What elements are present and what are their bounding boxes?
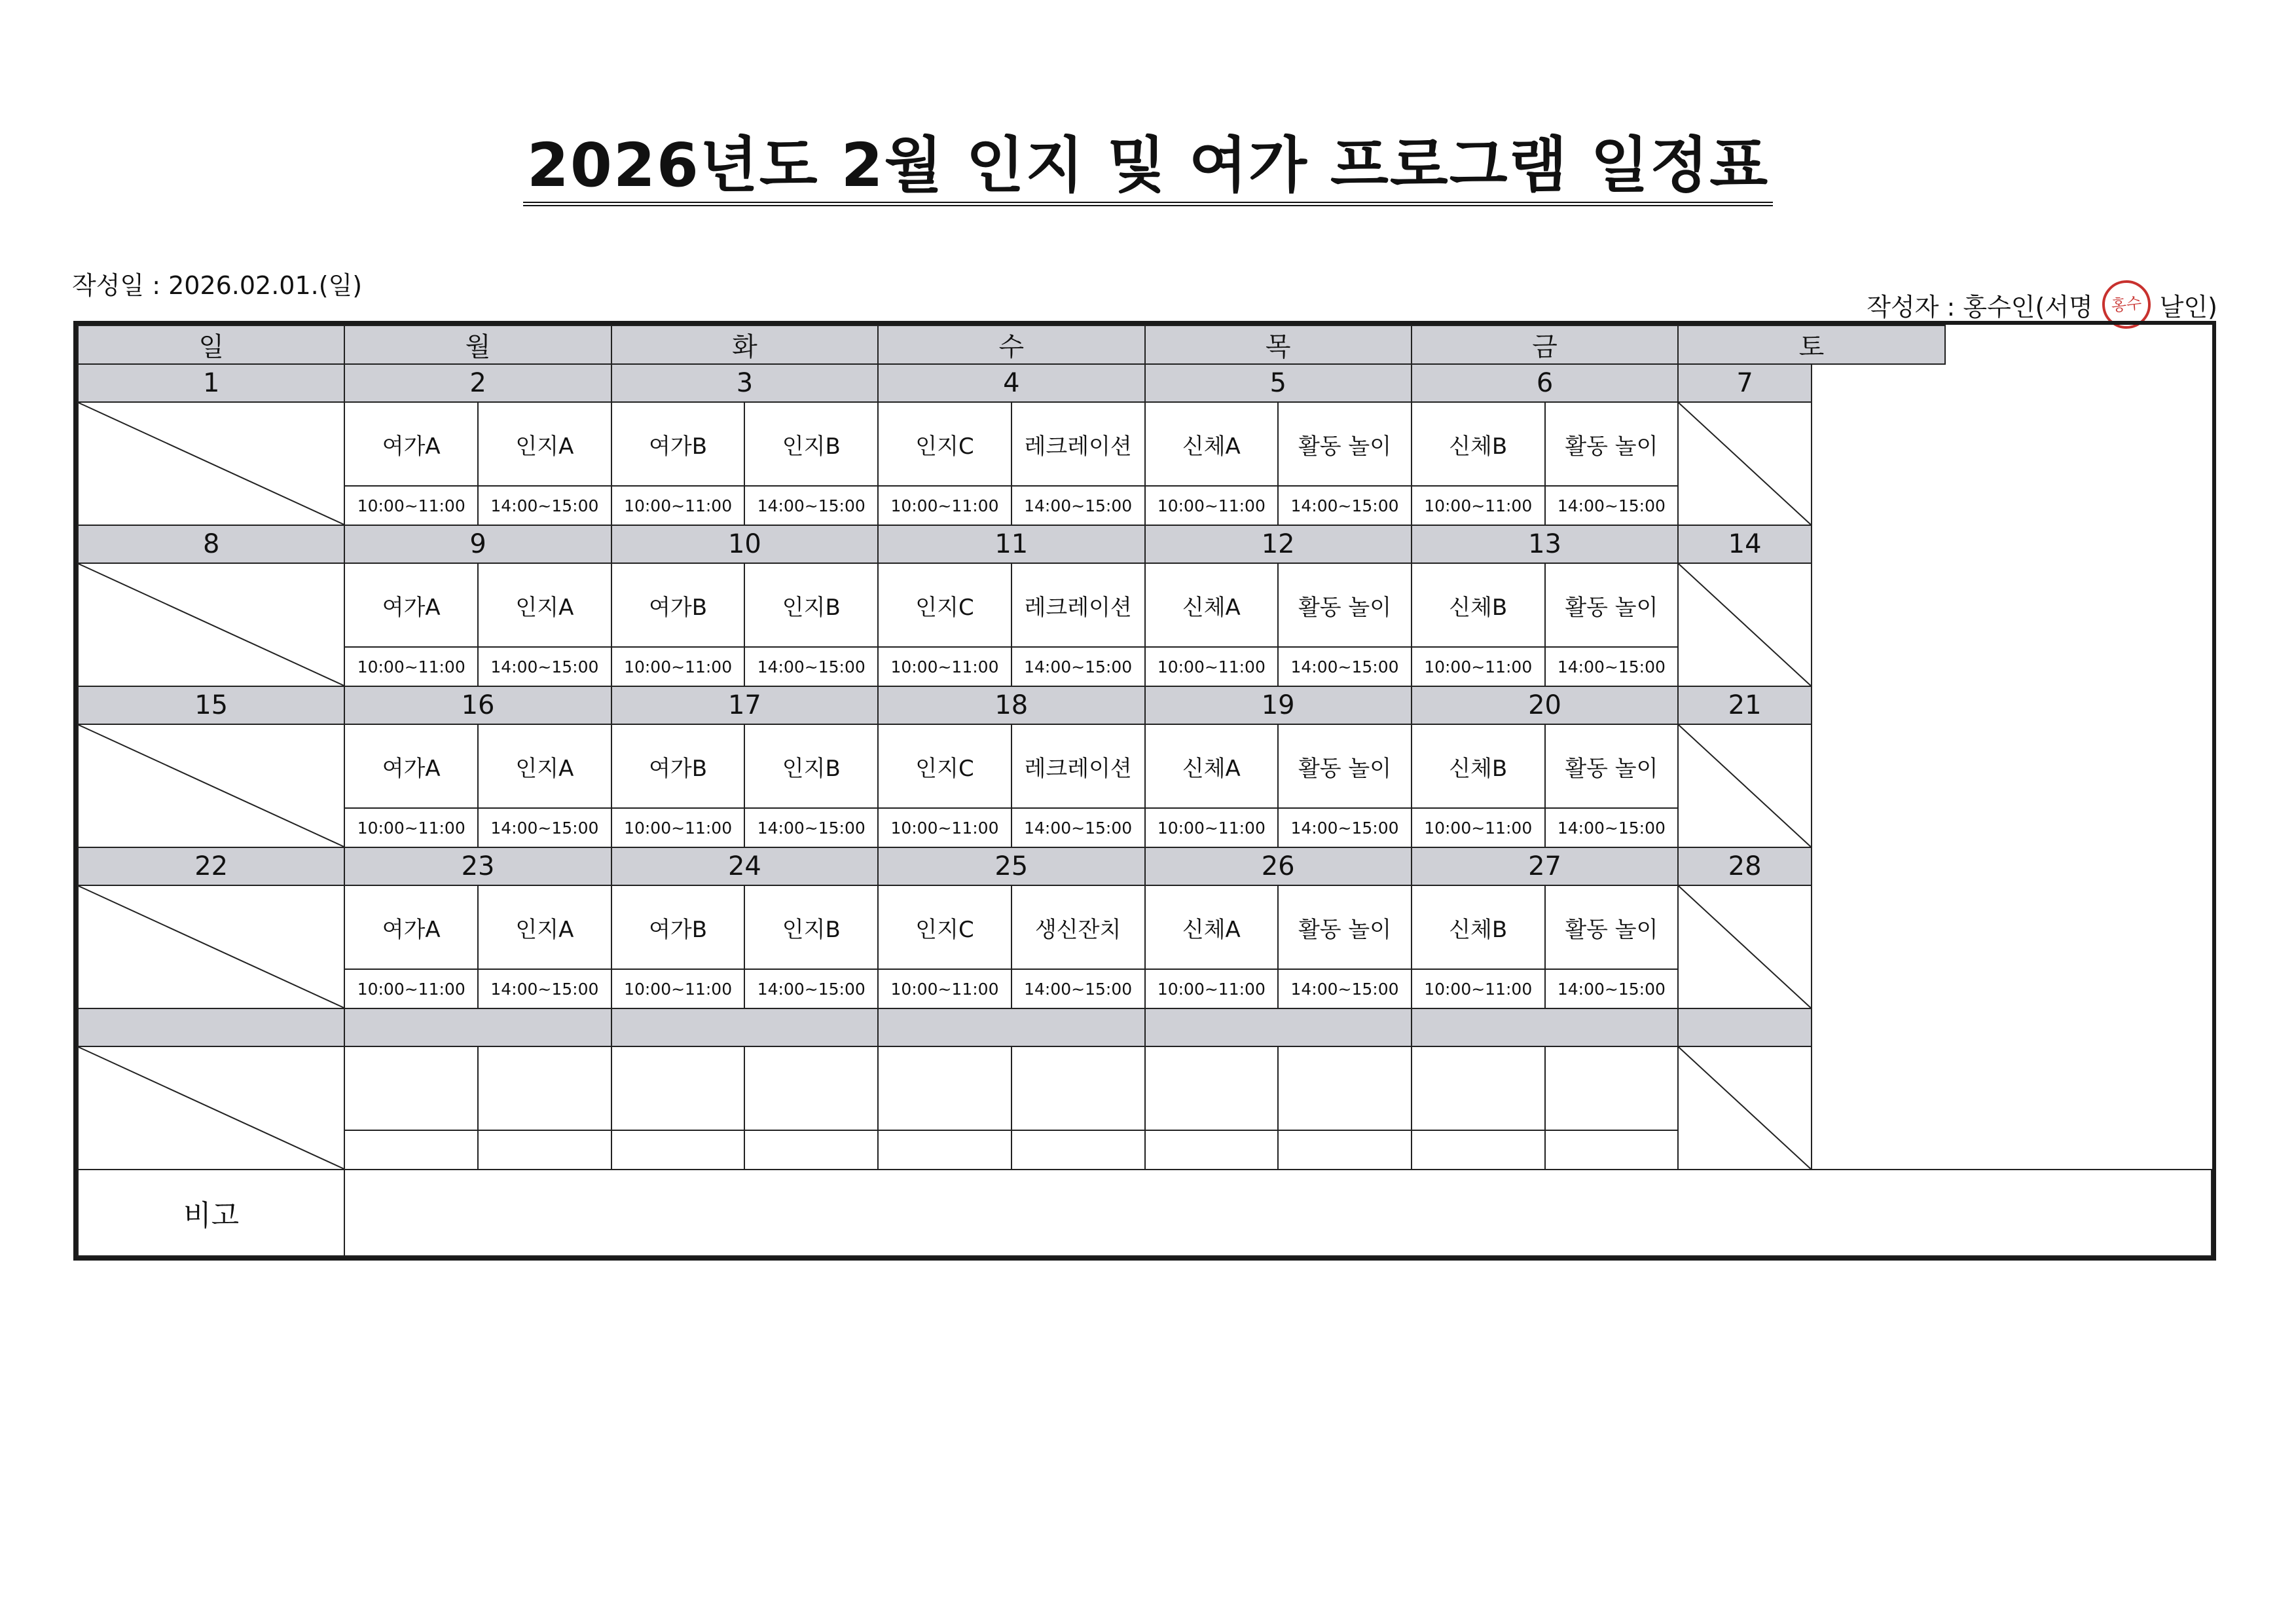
program-time: 14:00~15:00 <box>1011 808 1145 847</box>
program-time: 14:00~15:00 <box>744 808 878 847</box>
program-time <box>611 1130 745 1170</box>
date-cell: 28 <box>1678 847 1812 885</box>
date-cell: 5 <box>1145 364 1412 402</box>
program-time: 14:00~15:00 <box>478 969 611 1008</box>
date-cell: 4 <box>878 364 1144 402</box>
author-suffix: 날인) <box>2159 292 2217 322</box>
date-cell: 11 <box>878 525 1144 563</box>
date-cell: 13 <box>1412 525 1678 563</box>
program-name: 레크레이션 <box>1011 563 1145 647</box>
program-time: 10:00~11:00 <box>344 647 478 686</box>
program-time: 10:00~11:00 <box>344 969 478 1008</box>
saturday-empty-cell <box>1678 885 1812 1008</box>
author-prefix: 작성자 : 홍수인(서명 <box>1867 292 2093 322</box>
program-name: 인지A <box>478 563 611 647</box>
diagonal-slash-icon <box>79 564 344 686</box>
program-name: 신체B <box>1412 724 1545 808</box>
diagonal-slash-icon <box>1679 886 1811 1008</box>
program-time: 14:00~15:00 <box>1278 808 1412 847</box>
program-name: 인지C <box>878 402 1011 486</box>
date-cell: 15 <box>78 686 344 724</box>
program-time: 10:00~11:00 <box>1412 808 1545 847</box>
date-cell <box>1145 1008 1412 1046</box>
program-name: 인지A <box>478 402 611 486</box>
saturday-empty-cell <box>1678 563 1812 686</box>
program-name <box>478 1046 611 1130</box>
program-time: 14:00~15:00 <box>1011 969 1145 1008</box>
program-name: 여가B <box>611 724 745 808</box>
date-row <box>78 686 2212 724</box>
program-time: 10:00~11:00 <box>611 647 745 686</box>
date-cell: 10 <box>611 525 878 563</box>
program-name-row <box>78 563 2212 647</box>
weekday-mon: 월 <box>344 325 611 364</box>
diagonal-slash-icon <box>79 403 344 525</box>
date-cell: 16 <box>344 686 611 724</box>
program-time-row <box>78 1130 2212 1170</box>
program-time: 10:00~11:00 <box>1145 486 1279 525</box>
program-time: 10:00~11:00 <box>1145 808 1279 847</box>
program-name: 인지B <box>744 724 878 808</box>
program-name: 활동 놀이 <box>1545 563 1679 647</box>
program-name <box>1278 1046 1412 1130</box>
program-time: 10:00~11:00 <box>611 969 745 1008</box>
program-name: 여가A <box>344 724 478 808</box>
program-name: 인지A <box>478 724 611 808</box>
program-name-row <box>78 1046 2212 1130</box>
program-time: 14:00~15:00 <box>478 486 611 525</box>
program-time <box>1145 1130 1279 1170</box>
program-name: 활동 놀이 <box>1545 402 1679 486</box>
program-name <box>611 1046 745 1130</box>
program-time-row <box>78 647 2212 686</box>
program-time: 14:00~15:00 <box>478 647 611 686</box>
date-cell: 23 <box>344 847 611 885</box>
date-cell: 9 <box>344 525 611 563</box>
sunday-empty-cell <box>78 724 344 847</box>
date-row <box>78 525 2212 563</box>
program-name: 인지C <box>878 563 1011 647</box>
program-time: 14:00~15:00 <box>1545 486 1679 525</box>
weekday-header-row <box>78 325 2212 364</box>
sunday-empty-cell <box>78 1046 344 1170</box>
date-cell: 26 <box>1145 847 1412 885</box>
program-name: 여가B <box>611 563 745 647</box>
program-time-row <box>78 486 2212 525</box>
weekday-sat: 토 <box>1678 325 1944 364</box>
program-name: 신체A <box>1145 563 1279 647</box>
weekday-tue: 화 <box>611 325 878 364</box>
date-cell: 24 <box>611 847 878 885</box>
program-name <box>878 1046 1011 1130</box>
date-cell: 3 <box>611 364 878 402</box>
schedule-sheet <box>73 321 2216 1261</box>
date-cell <box>1412 1008 1678 1046</box>
program-time <box>744 1130 878 1170</box>
program-time: 10:00~11:00 <box>611 808 745 847</box>
date-cell <box>878 1008 1144 1046</box>
program-time: 14:00~15:00 <box>1545 647 1679 686</box>
program-name-row <box>78 724 2212 808</box>
program-name: 여가A <box>344 402 478 486</box>
program-time: 10:00~11:00 <box>344 486 478 525</box>
weekday-thu: 목 <box>1145 325 1412 364</box>
program-time: 14:00~15:00 <box>1011 647 1145 686</box>
program-time <box>1011 1130 1145 1170</box>
program-name: 신체A <box>1145 724 1279 808</box>
program-time: 10:00~11:00 <box>1412 647 1545 686</box>
program-name <box>1145 1046 1279 1130</box>
date-cell <box>78 1008 344 1046</box>
program-time: 14:00~15:00 <box>744 647 878 686</box>
saturday-empty-cell <box>1678 724 1812 847</box>
date-cell <box>611 1008 878 1046</box>
program-time: 10:00~11:00 <box>878 647 1011 686</box>
created-date: 작성일 : 2026.02.01.(일) <box>72 271 363 300</box>
notes-label: 비고 <box>78 1170 344 1256</box>
sunday-empty-cell <box>78 402 344 525</box>
program-time: 10:00~11:00 <box>611 486 745 525</box>
date-row <box>78 847 2212 885</box>
program-name: 인지C <box>878 885 1011 969</box>
date-cell: 21 <box>1678 686 1812 724</box>
program-name: 인지C <box>878 724 1011 808</box>
seal-stamp-icon: 홍수 <box>2100 278 2153 331</box>
program-time <box>344 1130 478 1170</box>
sunday-empty-cell <box>78 885 344 1008</box>
date-cell: 19 <box>1145 686 1412 724</box>
program-name: 인지B <box>744 402 878 486</box>
program-name: 여가A <box>344 563 478 647</box>
page-title: 2026년도 2월 인지 및 여가 프로그램 일정표 <box>523 134 1773 206</box>
program-time-row <box>78 808 2212 847</box>
program-time <box>1412 1130 1545 1170</box>
program-name: 인지B <box>744 885 878 969</box>
program-time: 14:00~15:00 <box>1278 969 1412 1008</box>
program-name <box>744 1046 878 1130</box>
diagonal-slash-icon <box>1679 564 1811 686</box>
date-cell <box>1678 1008 1812 1046</box>
program-time: 10:00~11:00 <box>1145 969 1279 1008</box>
program-name: 여가B <box>611 885 745 969</box>
program-time <box>1545 1130 1679 1170</box>
weekday-sun: 일 <box>78 325 344 364</box>
date-cell: 7 <box>1678 364 1812 402</box>
program-time: 10:00~11:00 <box>1412 486 1545 525</box>
program-name <box>1545 1046 1679 1130</box>
date-cell: 12 <box>1145 525 1412 563</box>
schedule-table <box>77 325 2212 1257</box>
program-time: 10:00~11:00 <box>1145 647 1279 686</box>
date-cell: 8 <box>78 525 344 563</box>
program-time: 14:00~15:00 <box>744 969 878 1008</box>
weekday-fri: 금 <box>1412 325 1678 364</box>
program-name: 활동 놀이 <box>1545 885 1679 969</box>
program-time: 14:00~15:00 <box>1278 647 1412 686</box>
program-name: 활동 놀이 <box>1278 724 1412 808</box>
date-cell: 1 <box>78 364 344 402</box>
saturday-empty-cell <box>1678 402 1812 525</box>
date-cell <box>344 1008 611 1046</box>
program-time: 14:00~15:00 <box>478 808 611 847</box>
date-cell: 25 <box>878 847 1144 885</box>
program-name: 인지B <box>744 563 878 647</box>
program-name: 인지A <box>478 885 611 969</box>
program-time: 14:00~15:00 <box>1278 486 1412 525</box>
date-cell: 17 <box>611 686 878 724</box>
program-name-row <box>78 885 2212 969</box>
weekday-wed: 수 <box>878 325 1144 364</box>
date-cell: 2 <box>344 364 611 402</box>
diagonal-slash-icon <box>1679 403 1811 525</box>
date-row <box>78 364 2212 402</box>
notes-value <box>344 1170 2212 1256</box>
program-time <box>1278 1130 1412 1170</box>
program-time <box>878 1130 1011 1170</box>
program-name: 신체B <box>1412 563 1545 647</box>
program-time-row <box>78 969 2212 1008</box>
date-cell: 6 <box>1412 364 1678 402</box>
notes-row <box>78 1170 2212 1256</box>
date-cell: 27 <box>1412 847 1678 885</box>
date-row <box>78 1008 2212 1046</box>
program-time <box>478 1130 611 1170</box>
program-name: 레크레이션 <box>1011 402 1145 486</box>
program-name: 활동 놀이 <box>1278 402 1412 486</box>
program-name: 신체B <box>1412 885 1545 969</box>
program-time: 10:00~11:00 <box>878 808 1011 847</box>
program-name: 여가A <box>344 885 478 969</box>
program-name: 레크레이션 <box>1011 724 1145 808</box>
program-name <box>1011 1046 1145 1130</box>
program-time: 10:00~11:00 <box>878 486 1011 525</box>
program-time: 14:00~15:00 <box>1545 969 1679 1008</box>
saturday-empty-cell <box>1678 1046 1812 1170</box>
diagonal-slash-icon <box>79 725 344 847</box>
program-name: 신체A <box>1145 885 1279 969</box>
diagonal-slash-icon <box>79 886 344 1008</box>
program-time: 14:00~15:00 <box>1545 808 1679 847</box>
program-name: 활동 놀이 <box>1278 563 1412 647</box>
page-title-wrap <box>0 130 2296 206</box>
diagonal-slash-icon <box>1679 725 1811 847</box>
program-name: 신체B <box>1412 402 1545 486</box>
sunday-empty-cell <box>78 563 344 686</box>
program-time: 14:00~15:00 <box>1011 486 1145 525</box>
program-time: 10:00~11:00 <box>344 808 478 847</box>
program-name: 활동 놀이 <box>1545 724 1679 808</box>
program-name: 활동 놀이 <box>1278 885 1412 969</box>
program-time: 10:00~11:00 <box>878 969 1011 1008</box>
program-time: 10:00~11:00 <box>1412 969 1545 1008</box>
program-name-row <box>78 402 2212 486</box>
date-cell: 18 <box>878 686 1144 724</box>
program-name: 신체A <box>1145 402 1279 486</box>
date-cell: 22 <box>78 847 344 885</box>
diagonal-slash-icon <box>79 1047 344 1169</box>
date-cell: 14 <box>1678 525 1812 563</box>
program-name <box>344 1046 478 1130</box>
date-cell: 20 <box>1412 686 1678 724</box>
diagonal-slash-icon <box>1679 1047 1811 1169</box>
program-time: 14:00~15:00 <box>744 486 878 525</box>
program-name: 생신잔치 <box>1011 885 1145 969</box>
program-name: 여가B <box>611 402 745 486</box>
program-name <box>1412 1046 1545 1130</box>
